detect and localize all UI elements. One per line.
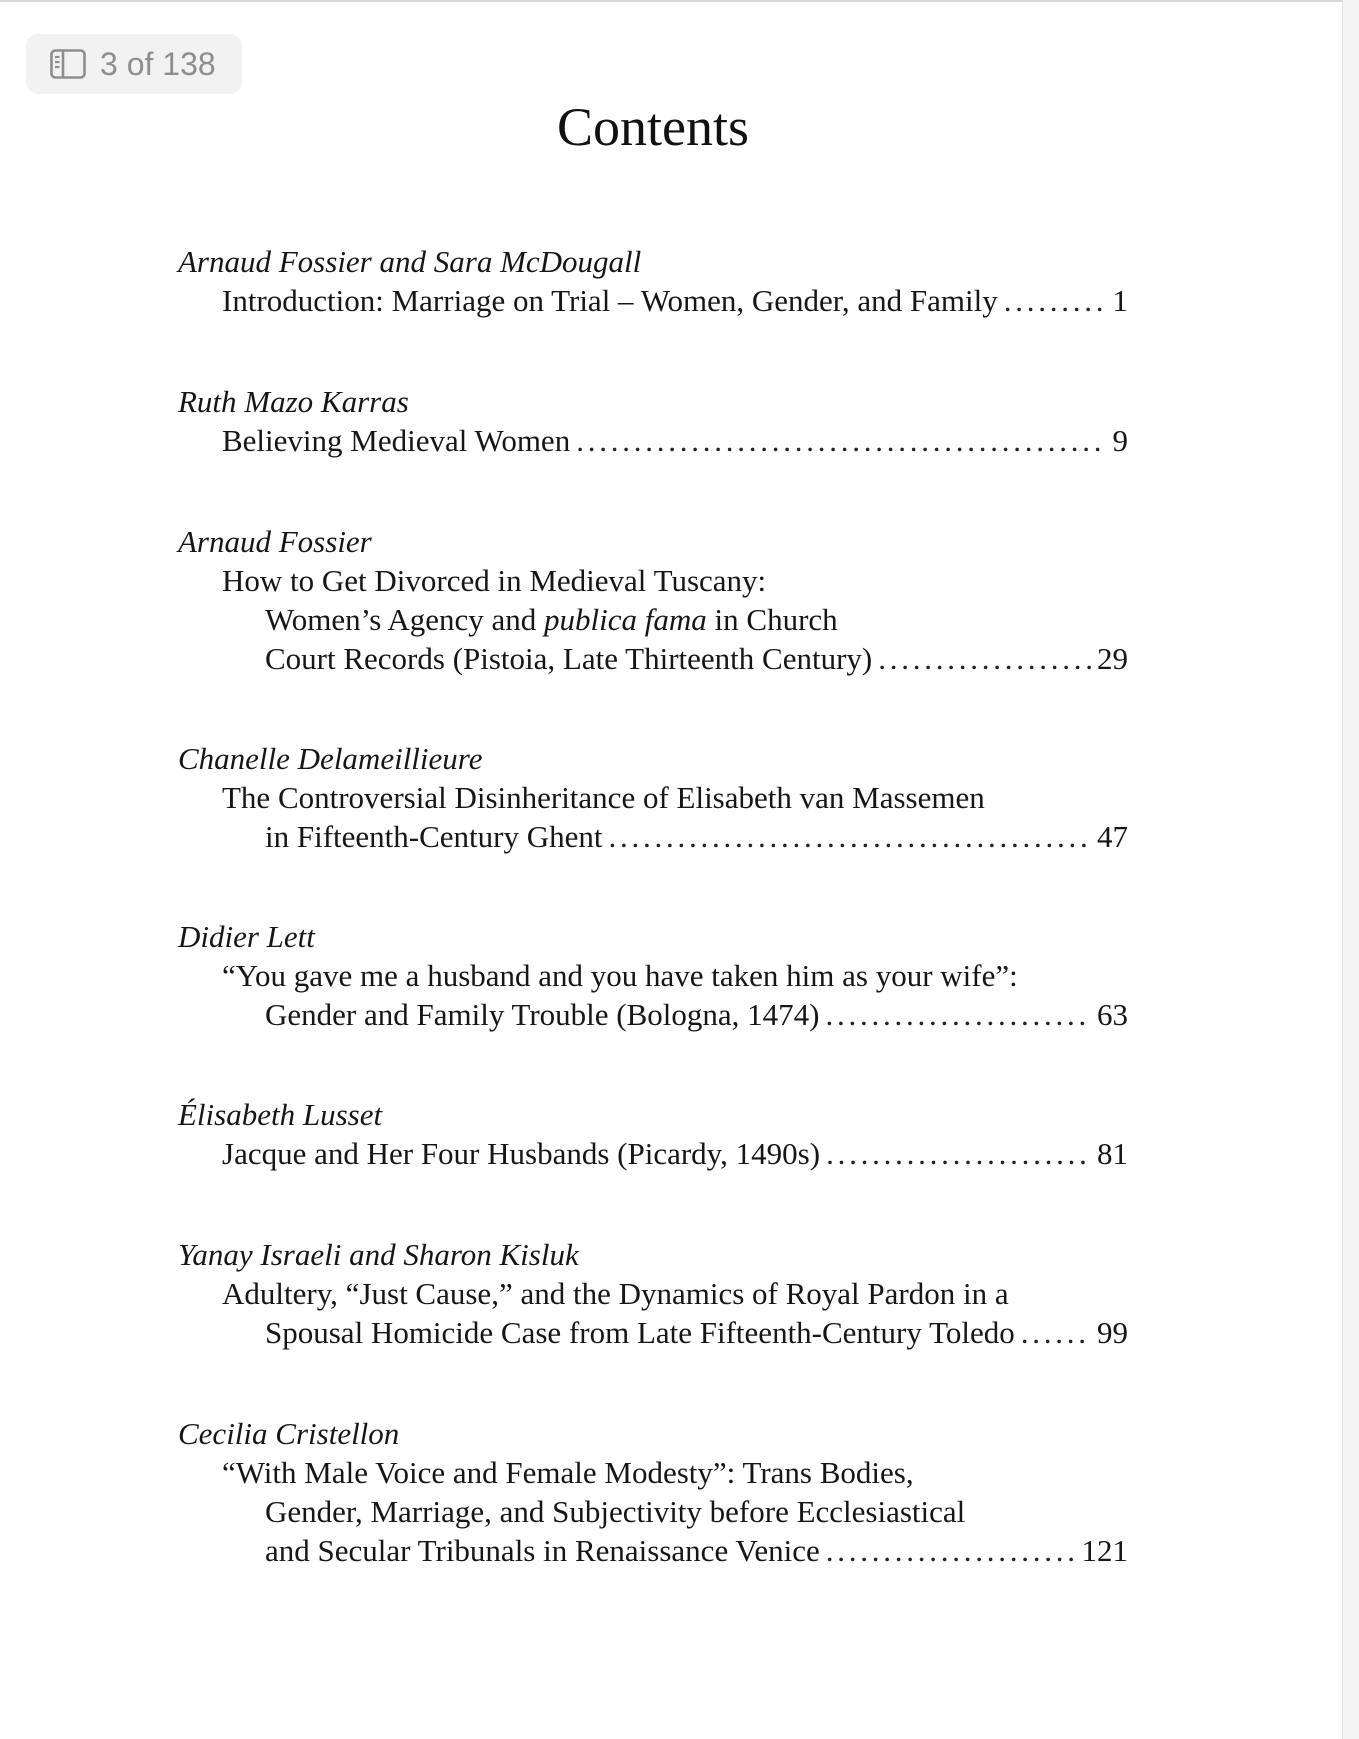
toc-title-line: “You gave me a husband and you have taken him as your wife”: [222, 958, 1018, 993]
toc-title: and Secular Tribunals in Renaissance Venice [265, 1533, 820, 1568]
dot-leader [826, 1531, 1076, 1570]
toc-entry[interactable] [178, 1096, 1128, 1173]
toc-author: Élisabeth Lusset [178, 1097, 383, 1132]
page-top-edge [0, 0, 1359, 2]
page-title: Contents [556, 97, 749, 157]
toc-title: Introduction: Marriage on Trial – Women, Gender, and Family [222, 283, 998, 318]
toc-entry[interactable] [178, 1415, 1128, 1570]
toc-title-line [222, 1134, 1128, 1173]
toc-page-number: 47 [1097, 819, 1128, 854]
toc-title-line [265, 600, 1128, 639]
dot-leader [878, 639, 1091, 678]
toc-author: Yanay Israeli and Sharon Kisluk [178, 1237, 579, 1272]
toc-entry[interactable] [178, 740, 1128, 856]
toc-entry[interactable] [178, 1236, 1128, 1352]
dot-leader [609, 817, 1092, 856]
toc-author: Didier Lett [178, 919, 315, 954]
toc-title: Spousal Homicide Case from Late Fifteenth-Century Toledo [265, 1315, 1015, 1350]
book-icon [50, 49, 86, 79]
toc-title-part: in Church [706, 602, 838, 637]
toc-title: Court Records (Pistoia, Late Thirteenth Century) [265, 641, 873, 676]
toc-title-line [222, 281, 1128, 320]
toc-title-line [222, 421, 1128, 460]
dot-leader [1004, 281, 1107, 320]
page-indicator-label: 3 of 138 [100, 46, 216, 82]
toc-title: Gender and Family Trouble (Bologna, 1474) [265, 997, 820, 1032]
toc-page-number: 121 [1081, 1533, 1128, 1568]
page-gutter [1343, 0, 1359, 1739]
toc-title-line: How to Get Divorced in Medieval Tuscany: [222, 563, 767, 598]
toc-entry[interactable] [178, 918, 1128, 1034]
toc-title: in Fifteenth-Century Ghent [265, 819, 603, 854]
page-indicator[interactable] [26, 34, 242, 94]
toc-author: Arnaud Fossier [178, 524, 372, 559]
toc-author: Arnaud Fossier and Sara McDougall [178, 244, 642, 279]
toc-title-line [265, 1313, 1128, 1352]
toc-title-line: “With Male Voice and Female Modesty”: Trans Bodies, [222, 1455, 914, 1490]
toc-author: Chanelle Delameillieure [178, 741, 483, 776]
toc-page-number: 81 [1097, 1136, 1128, 1171]
dot-leader [826, 995, 1091, 1034]
toc-title-italic: publica fama [544, 602, 707, 637]
toc-title-line: Adultery, “Just Cause,” and the Dynamics of Royal Pardon in a [222, 1276, 1009, 1311]
toc-title: Believing Medieval Women [222, 423, 571, 458]
toc-author: Cecilia Cristellon [178, 1416, 400, 1451]
toc-title: Jacque and Her Four Husbands (Picardy, 1490s) [222, 1136, 821, 1171]
toc-title-line [265, 1531, 1128, 1570]
toc-title-line: The Controversial Disinheritance of Elisabeth van Massemen [222, 780, 985, 815]
toc-page-number: 1 [1112, 283, 1128, 318]
toc-author: Ruth Mazo Karras [178, 384, 409, 419]
toc-title-line [265, 817, 1128, 856]
dot-leader [576, 421, 1106, 460]
dot-leader [1021, 1313, 1091, 1352]
toc-page-number: 29 [1097, 641, 1128, 676]
toc-title-part: Women’s Agency and [265, 602, 545, 637]
dot-leader [826, 1134, 1091, 1173]
toc-page-number: 99 [1097, 1315, 1128, 1350]
toc-entry[interactable] [178, 523, 1128, 678]
toc-entry[interactable] [178, 243, 1128, 320]
toc-entry[interactable] [178, 383, 1128, 460]
toc-title-line: Gender, Marriage, and Subjectivity before Ecclesiastical [265, 1494, 966, 1529]
toc-title-line [265, 995, 1128, 1034]
toc-page-number: 63 [1097, 997, 1128, 1032]
toc-page-number: 9 [1112, 423, 1128, 458]
toc-title-line [265, 639, 1128, 678]
